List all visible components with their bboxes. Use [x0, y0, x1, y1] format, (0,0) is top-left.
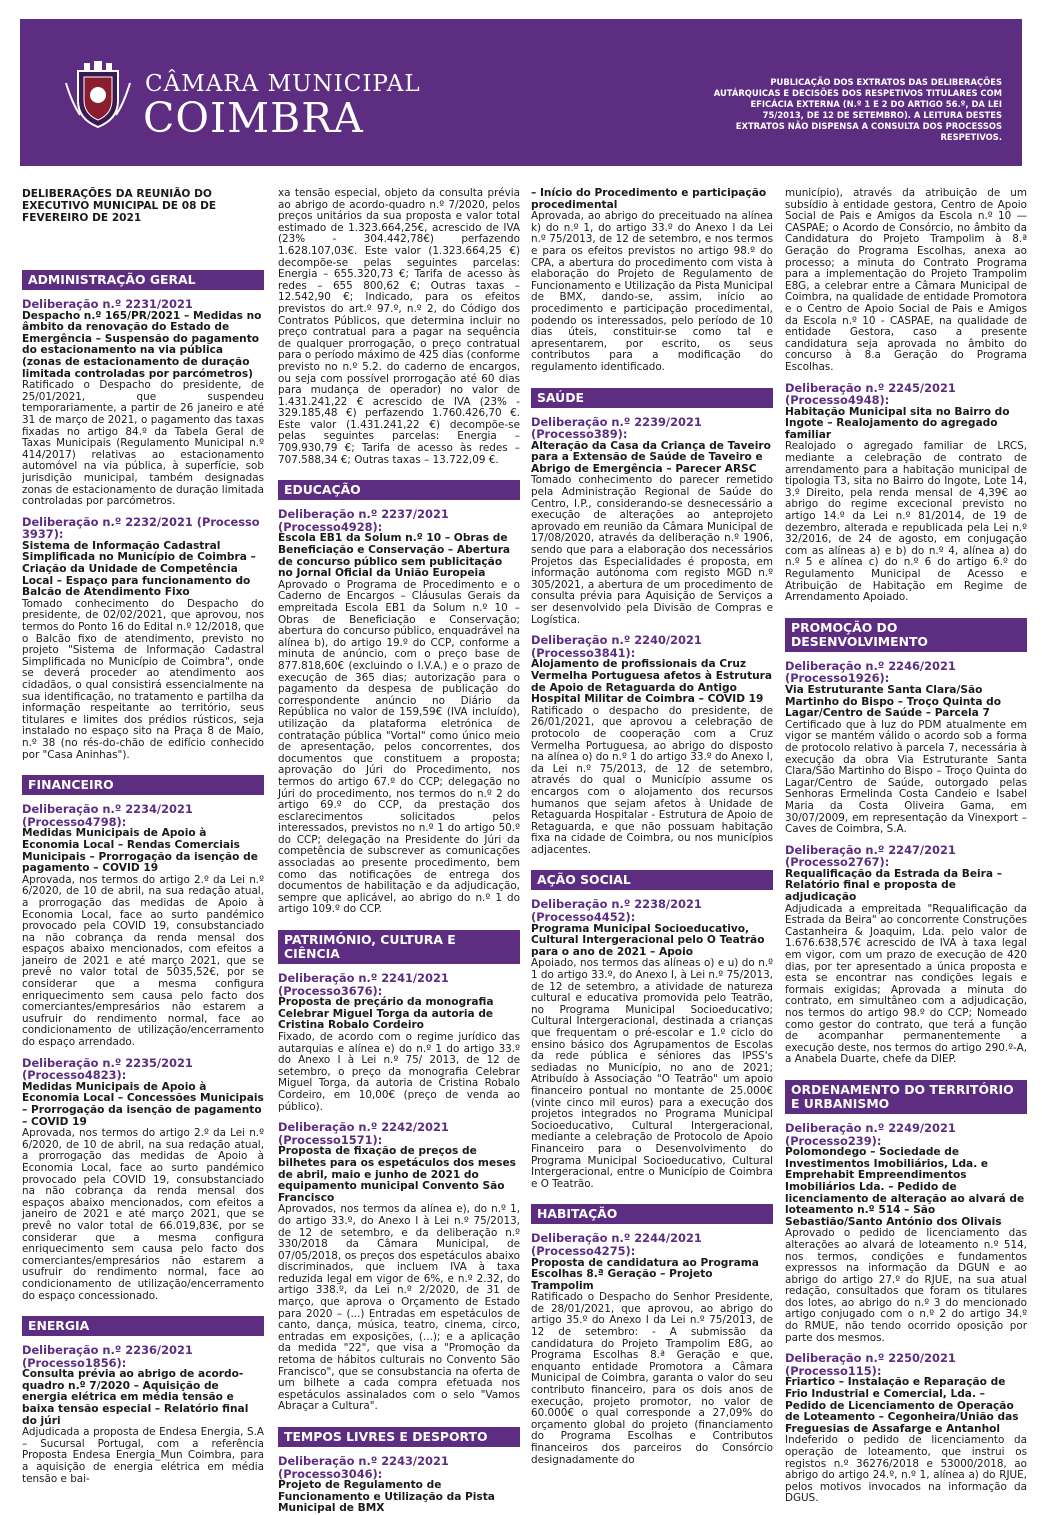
deliberation-title: Deliberação n.º 2238/2021 (Processo4452):	[531, 897, 702, 925]
deliberation-subject: Despacho n.º 165/PR/2021 – Medidas no âmbito da renovação do Estado de Emergência – Suspensão do pagamento do estacionamento na via pública (zonas de estacionamento de duração limitada controladas por parcómetros)	[22, 309, 262, 380]
deliberation-title: Deliberação n.º 2244/2021 (Processo4275):	[531, 1231, 702, 1258]
deliberation-body: Aprovada, ao abrigo do preceituado na alínea k) do n.º 1, do artigo 33.º do Anexo I da Lei n.º 75/2013, de 12 de setembro, e nos termos e para os efeitos previstos no artigo 98.º do CPA, a abertura do procedimento com vista à elaboração do Projeto de Regulamento de Funcionamento e Utilização da Pista Municipal de BMX, dando-se, assim, início ao procedimento e participação procedimental, podendo os interessados, pelo período de 10 dias úteis, constituir-se como tal e apresentarem, por escrito, os seus contributos para a modificação do regulamento identificado.	[531, 210, 773, 373]
deliberation-subject: Alojamento de profissionais da Cruz Vermelha Portuguesa afetos à Estrutura de Apoio de Retaguarda do Antigo Hospital Militar de Coimbra – COVID 19	[531, 658, 773, 706]
deliberation-subject: Habitação Municipal sita no Bairro do Ingote – Realojamento do agregado familiar	[785, 405, 1010, 441]
section-heading: ENERGIA	[22, 1316, 264, 1336]
deliberation-subject: Consulta prévia ao abrigo de acordo-quadro n.º 7/2020 – Aquisição de energia elétrica em média tensão e baixa tensão especial – Relatório final do júri	[22, 1368, 249, 1427]
deliberation-title: Deliberação n.º 2235/2021 (Processo4823):	[22, 1055, 193, 1083]
deliberation-title: Deliberação n.º 2250/2021 (Processo115):	[785, 1351, 956, 1378]
deliberation-title: Deliberação n.º 2243/2021 (Processo3046):	[278, 1454, 449, 1481]
deliberation-subject: – Início do Procedimento e participação procedimental	[531, 187, 767, 211]
section-heading: TEMPOS LIVRES E DESPORTO	[278, 1427, 520, 1447]
deliberation-title: Deliberação n.º 2242/2021 (Processo1571):	[278, 1120, 449, 1147]
deliberation-body: Adjudicada a proposta de Endesa Energia, S.A – Sucursal Portugal, com a referência Proposta Endesa Energia_Mun Coimbra, para a aquisição de energia elétrica em média tensão e bai-	[22, 1426, 264, 1485]
deliberation-subject: Via Estruturante Santa Clara/São Martinho do Bispo – Troço Quinta do Lagar/Centro de Saúde – Parcela 7	[785, 683, 1002, 720]
deliberation-title: Deliberação n.º 2232/2021 (Processo 3937):	[22, 514, 260, 542]
section-heading: FINANCEIRO	[22, 775, 264, 795]
deliberation-title: Deliberação n.º 2240/2021 (Processo3841):	[531, 633, 702, 660]
deliberation-subject: Programa Municipal Socioeducativo, Cultural Intergeracional pelo O Teatrão para o ano de 2021 – Apoio	[531, 922, 765, 958]
deliberation-body: Aprovada, nos termos do artigo 2.º da Lei n.º 6/2020, de 10 de abril, na sua redação atual, a prorrogação das medidas de Apoio à Economia Local, face ao surto pandémico provocado pela COVID 19, consubstanciado na não cobrança da renda mensal dos espaços abaixo mencionados, com efeitos a janeiro de 2021 e até março 2021, que se prevê no valor total de 5035,52€, por se considerar que a mesma configura enriquecimento sem causa pelo facto dos comerciantes/empresários não estarem a usufruir do rendimento normal, face ao condicionamento de utilização/encerramento do espaço arrendado.	[22, 873, 264, 1049]
page-header	[20, 19, 1022, 166]
deliberation-title: Deliberação n.º 2237/2021 (Processo4928):	[278, 507, 449, 534]
deliberation-body: Adjudicada a empreitada "Requalificação da Estrada da Beira" ao concorrente Construções Castanheira & Joaquim, Lda. pelo valor de 1.676.638,57€ acrescido de IVA à taxa legal em vigor, com um prazo de execução de 420 dias, por ter apresentado a única proposta e esta se encontrar nas condições legais e formais exigidas; Aprovada a minuta do contrato, em simultâneo com a adjudicação, nos termos do artigo 98.º do CCP; Nomeado como gestor do contrato, que terá a função de acompanhar permanentemente a execução deste, nos termos do artigo 290.º-A, a Anabela Duarte, chefe da DIEP.	[785, 902, 1027, 1066]
deliberation-subject: Escola EB1 da Solum n.º 10 – Obras de Beneficiação e Conservação – Abertura de concurso público sem publicitação no Jornal Oficial da União Europeia	[278, 532, 511, 580]
deliberation-body: Ratificado o Despacho do presidente, de 25/01/2021, que suspendeu temporariamente, a partir de 26 janeiro e até 31 de março de 2021, o pagamento das taxas fixadas no artigo 84.º da Tabela Geral de Taxas Municipais (Regulamento Municipal n.º 414/2017) relativas ao estacionamento automóvel na via pública, à superfície, sob jurisdição municipal, também designadas zonas de estacionamento de duração limitada controladas por parcómetros.	[22, 379, 264, 508]
deliberation-subject: Polomondego – Sociedade de Investimentos Imobiliários, Lda. e Emprehabit Empreendimentos Imobiliários Lda. – Pedido de licenciamento de alteração ao alvará de loteamento n.º 514 – São Sebastião/Santo António dos Olivais	[785, 1146, 1025, 1228]
deliberation-body: Ratificado o despacho do presidente, de 26/01/2021, que aprovou a celebração de protocolo de cooperação com a Cruz Vermelha Portuguesa, ao abrigo do disposto na alínea o) do n.º 1 do artigo 33.º do Anexo I, da Lei n.º 75/2013, de 12 de setembro, através do qual o Município assume os encargos com o alojamento dos recursos humanos que sejam afetos à Unidade de Retaguarda Hospitalar - Estrutura de Apoio de Retaguarda, e que não possuam habitação fixa na cidade de Coimbra, ou nos municípios adjacentes.	[531, 704, 773, 856]
meeting-title: DELIBERAÇÕES DA REUNIÃO DO EXECUTIVO MUNICIPAL DE 08 DE FEVEREIRO DE 2021	[22, 188, 217, 224]
deliberation-body: Apoiado, nos termos das alíneas o) e u) do n.º 1 do artigo 33.º, do Anexo I, à Lei n.º 75/2013, de 12 de setembro, a atividade de natureza cultural e educativa promovida pelo Teatrão, no Programa Municipal Socioeducativo; Cultural Intergeracional, destinada a crianças que frequentam o pré-escolar e 1.º ciclo do ensino básico dos Agrupamentos de Escolas da rede pública e séniores das IPSS's sediadas no Município, no ano de 2021; Atribuído à Associação "O Teatrão" um apoio financeiro pontual no montante de 25.000€ (vinte cinco mil euros) para a execução dos projetos integrados no Programa Municipal Socioeducativo, Cultural Intergeracional, mediante a celebração de Protocolo de Apoio Financeiro para o Desenvolvimento do Programa Municipal Socioeducativo, Cultural Intergeracional, entre o Município de Coimbra e O Teatrão.	[531, 957, 773, 1190]
deliberation-body: Ratificado o Despacho do Senhor Presidente, de 28/01/2021, que aprovou, ao abrigo do artigo 35.º do Anexo I da Lei n.º 75/2013, de 12 de setembro: - A submissão da candidatura do Projeto Trampolim E8G, ao Programa Escolhas 8.ª Geração e que, enquanto entidade Promotora a Câmara Municipal de Coimbra, garanta o valor do seu contributo financeiro, para os dois anos de execução, projeto promotor, no valor de 60.000€ o qual corresponde a 27,09% do orçamento global do projeto (financiamento do Programa Escolhas e Contributos financeiros dos parceiros do Consórcio designadamente do	[531, 1291, 773, 1466]
deliberation-title: Deliberação n.º 2239/2021 (Processo389):	[531, 414, 702, 442]
brand-main: COIMBRA	[143, 94, 364, 142]
deliberation-subject: Alteração da Casa da Criança de Taveiro para a Extensão de Saúde de Taveiro e Abrigo de Emergência – Parecer ARSC	[531, 439, 771, 475]
deliberation-body: Tomado conhecimento do parecer remetido pela Administração Regional de Saúde do Centro, I.P., considerando-se desnecessário a execução de alterações ao anteprojeto aprovado em reunião da Câmara Municipal de 17/08/2020, através da deliberação n.º 1906, sendo que para a elaboração dos necessários Projetos das Especialidades é proposta, em informação autónoma com registo MGD n.º 305/2021, a abertura de um procedimento de consulta prévia para Aquisição de Serviços a ser desenvolvido pela Divisão de Compras e Logística.	[531, 474, 773, 626]
deliberation-subject: Proposta de candidatura ao Programa Escolhas 8.ª Geração – Projeto Trampolim	[531, 1256, 759, 1292]
deliberation-body: Aprovada, nos termos do artigo 2.º da Lei n.º 6/2020, de 10 de abril, na sua redação atual, a prorrogação das medidas de Apoio à Economia Local, face ao surto pandémico provocado pela COVID 19, consubstanciado na não cobrança da renda mensal dos espaços abaixo mencionados, com efeitos a janeiro de 2021 e até março 2021, que se prevê no valor total de 66.019,83€, por se considerar que a mesma configura enriquecimento sem causa pelo facto dos comerciantes/empresários não estarem a usufruir do rendimento normal, face ao condicionamento de utilização/encerramento do espaço concessionado.	[22, 1127, 264, 1302]
publication-note: PUBLICAÇÃO DOS EXTRATOS DAS DELIBERAÇÕES AUTÁRQUICAS E DECISÕES DOS RESPETIVOS TITULARES COM EFICÁCIA EXTERNA (N.º 1 E 2 DO ARTIGO 56.º, DA LEI 75/2013, DE 12 DE SETEMBRO). A LEITURA DESTES EXTRATOS NÃO DISPENSA A CONSULTA DOS PROCESSOS RESPETIVOS.	[713, 77, 1002, 142]
column-1	[22, 188, 264, 1485]
deliberation-title: Deliberação n.º 2246/2021 (Processo1926):	[785, 658, 956, 686]
section-heading: PATRIMÓNIO, CULTURA E CIÊNCIA	[278, 930, 520, 964]
section-heading: SAÚDE	[531, 388, 773, 408]
deliberation-body: Realojado o agregado familiar de LRCS, mediante a celebração de contrato de arrendamento para a habitação municipal de tipologia T3, sita no Bairro do Ingote, Lote 14, 3.º Direito, pela renda mensal de 4,39€ ao abrigo do regime excecional previsto no artigo 14.º da Lei n.º 81/2014, de 19 de dezembro, alterada e republicada pela Lei n.º 32/2016, de 24 de agosto, em conjugação com as alíneas a) e b) do n.º 4, alínea a) do n.º 5 e alínea c) do n.º 6 do artigo 6.º do Regulamento Municipal de Acesso e Atribuição de Habitação em Regime de Arrendamento Apoiado.	[785, 440, 1027, 604]
deliberation-body: Aprovado o pedido de licenciamento das alterações ao alvará de loteamento n.º 514, nos termos, condições e fundamentos expressos na informação da DGUN e ao abrigo do artigo 27.º do RJUE, na sua atual redação, consultados que foram os titulares dos lotes, ao abrigo do n.º 3 do mencionado artigo conjugado com o n.º 2 do artigo 34.º do RMUE, não tendo ocorrido oposição por parte dos mesmos.	[785, 1227, 1027, 1344]
deliberation-subject: Requalificação da Estrada da Beira – Relatório final e proposta de adjudicação	[785, 867, 1003, 904]
brand-top: CÂMARA MUNICIPAL	[145, 71, 421, 97]
deliberation-title: Deliberação n.º 2241/2021 (Processo3676):	[278, 971, 449, 998]
section-heading: PROMOÇÃO DO DESENVOLVIMENTO	[785, 618, 1027, 652]
deliberation-title: Deliberação n.º 2245/2021 (Processo4948):	[785, 380, 956, 408]
deliberation-body: Certificado que à luz do PDM atualmente em vigor se mantém válido o acordo sob a forma de protocolo relativo à parcela 7, necessária à execução da obra Via Estruturante Santa Clara/São Martinho do Bispo – Troço Quinta do Lagar/Centro de Saúde, outorgado pelas Senhoras Ermelinda Costa Candeio e Isabel Maria da Costa Oliveira Gama, em 30/07/2009, em representação da Vinexport – Caves de Coimbra, S.A.	[785, 718, 1027, 836]
deliberation-subject: Medidas Municipais de Apoio à Economia Local – Rendas Comerciais Municipais – Prorrogação da isenção de pagamento – COVID 19	[22, 827, 258, 875]
deliberation-body: Tomado conhecimento do Despacho do presidente, de 02/02/2021, que aprovou, nos termos do Ponto 16 do Edital n.º 12/2018, que o Balcão fixo de atendimento, previsto no projeto "Sistema de Informação Cadastral Simplificada no Município de Coimbra", onde se deverá proceder ao atendimento aos cidadãos, o qual consistirá essencialmente na sua identificação, no tratamento e partilha da informação respeitante ao território, seus titulares e limites dos prédios rústicos, seja instalado no espaço sito na Praça 8 de Maio, n.º 38 (no rés-do-chão de edifício conhecido por "Casa Aninhas").	[22, 597, 264, 761]
section-heading: ORDENAMENTO DO TERRITÓRIO E URBANISMO	[785, 1080, 1027, 1114]
deliberation-title: Deliberação n.º 2249/2021 (Processo239):	[785, 1120, 956, 1148]
section-heading: EDUCAÇÃO	[278, 480, 520, 500]
deliberation-body: xa tensão especial, objeto da consulta prévia ao abrigo de acordo-quadro n.º 7/2020, pelos preços unitários da sua proposta e valor total estimado de 1.323.664,25€, acrescido de IVA (23% - 304.442,78€) perfazendo 1.628.107,03€. Este valor (1.323.664,25 €) decompõe-se pelas seguintes parcelas: Energia – 655.320,73 €; Tarifa de acesso às redes – 655 800,62 €; Outras taxas – 12.542,90 €; Indicado, para os efeitos previstos do art.º 97.º, n.º 2, do Código dos Contratos Públicos, que determina incluir no preço contratual para a pagar na sequência de qualquer prorrogação, o preço contratual para o período máximo de 425 dias (conforme previsto no n.º 5.2. do caderno de encargos, ou seja com possível prorrogação até 60 dias para mudança de operador) no valor de 1.431.241,22 € acrescido de IVA (23% - 329.185,48 €) perfazendo 1.760.426,70 €. Este valor (1.431.241,22 €) decompõe-se pelas seguintes parcelas: Energia –709.930,79 €; Tarifa de acesso às redes – 707.588,34 €; Outras taxas – 13.722,09 €.	[278, 187, 520, 466]
section-heading: ADMINISTRAÇÃO GERAL	[22, 270, 264, 290]
deliberation-body: Aprovado o Programa de Procedimento e o Caderno de Encargos – Cláusulas Gerais da empreitada Escola EB1 da Solum n.º 10 – Obras de Beneficiação e Conservação; abertura do concurso público, enquadrável na alínea b), do artigo 19.º do CCP, conforme a minuta de anúncio, com o preço base de 877.818,60€ (excluindo o I.V.A.) e o prazo de execução de 365 dias; autorização para o pagamento da despesa de publicação do correspondente anúncio no Diário da República no valor de 159,59€ (IVA incluído), utilização da plataforma eletrónica de contratação pública "Vortal" como único meio de apresentação, pelos concorrentes, dos documentos que constituem a proposta; aprovação do Júri do Procedimento, nos termos do artigo 67.º do CCP; delegação no Júri do procedimento, nos termos do n.º 2 do artigo 69.º do CCP, da prestação dos esclarecimentos solicitados pelos interessados, previstos no n.º 1 do artigo 50.º do CCP; delegação na Presidente do Júri da competência de subscrever as comunicações associadas ao presente procedimento, bem como das notificações de entrega dos documentos de habilitação e da adjudicação, sempre que aplicável, ao abrigo do n.º 1 do artigo 109.º do CCP.	[278, 578, 520, 916]
deliberation-body: Fixado, de acordo com o regime jurídico das autarquias e alínea e) do n.º 1 do artigo 33.º do Anexo I à Lei n.º 75/ 2013, de 12 de setembro, o preço da monografia Celebrar Miguel Torga, da autoria de Cristina Robalo Cordeiro, em 10,00€ (preço de venda ao público).	[278, 1031, 520, 1113]
column-2	[278, 188, 520, 1515]
deliberation-subject: Projeto de Regulamento de Funcionamento e Utilização da Pista Municipal de BMX	[278, 1479, 495, 1515]
deliberation-body: Aprovados, nos termos da alínea e), do n.º 1, do artigo 33.º, do Anexo I à Lei n.º 75/2013, de 12 de setembro, e da deliberação n.º 330/2018 da Câmara Municipal, de 07/05/2018, os preços dos espetáculos abaixo discriminados, que incluem IVA à taxa reduzida legal em vigor de 6%, e n.º 2.32, do artigo 338.º, da Lei n.º 2/2020, de 31 de março, que aprova o Orçamento de Estado para 2020 – (...) Entradas em espetáculos de canto, dança, música, teatro, cinema, circo, entradas em exposições, (...); e a aplicação da medida "22", que visa a "Promoção da retoma de hábitos culturais no Convento São Francisco", que se consubstancia na oferta de um bilhete a cada compra efetuada nos espetáculos assinalados com o selo "Vamos Abraçar a Cultura".	[278, 1203, 520, 1413]
deliberation-title: Deliberação n.º 2234/2021 (Processo4798):	[22, 802, 193, 829]
deliberation-subject: Friartico – Instalação e Reparação de Frio Industrial e Comercial, Lda. – Pedido de Licenciamento de Operação de Loteamento – Cegonheira/União das Freguesias de Assafarge e Antanhol	[785, 1376, 1019, 1435]
section-heading: AÇÃO SOCIAL	[531, 870, 773, 890]
deliberation-subject: Medidas Municipais de Apoio à Economia Local – Concessões Municipais – Prorrogação da isenção de pagamento – COVID 19	[22, 1080, 264, 1128]
deliberation-subject: Sistema de Informação Cadastral Simplificada no Município de Coimbra – Criação da Unidade de Competência Local – Espaço para funcionamento do Balcão de Atendimento Fixo	[22, 539, 256, 599]
section-heading: HABITAÇÃO	[531, 1204, 773, 1224]
deliberation-title: Deliberação n.º 2236/2021 (Processo1856):	[22, 1343, 193, 1370]
deliberation-body: Indeferido o pedido de licenciamento da operação de loteamento, que instrui os registos n.º 36276/2018 e 53000/2018, ao abrigo do artigo 24.º, n.º 1, alínea a) do RJUE, pelos motivos invocados na informação da DGUS.	[785, 1434, 1027, 1505]
deliberation-subject: Proposta de preçário da monografia Celebrar Miguel Torga da autoria de Cristina Robalo Cordeiro	[278, 996, 494, 1032]
coat-of-arms-icon	[58, 53, 138, 133]
deliberation-title: Deliberação n.º 2247/2021 (Processo2767):	[785, 842, 956, 870]
deliberation-title: Deliberação n.º 2231/2021	[22, 297, 193, 311]
column-4	[785, 188, 1027, 1505]
deliberation-body: município), através da atribuição de um subsídio à entidade gestora, Centro de Apoio Social de Pais e Amigos da Escola n.º 10 — CASPAE; o Acordo de Consórcio, no âmbito da Candidatura do Projeto Trampolim à 8.ª Geração do Programa Escolhas, anexa ao processo; a minuta do Contrato Programa para a implementação do Projeto Trampolim E8G, a celebrar entre a Câmara Municipal de Coimbra, na qualidade de entidade Promotora e o Centro de Apoio Social de Pais e Amigos da Escola n.º 10 - CASPAE, na qualidade de entidade Gestora, caso a presente candidatura seja aprovada no âmbito do concurso à 8.a Geração do Programa Escolhas.	[785, 187, 1027, 373]
deliberation-subject: Proposta de fixação de preços de bilhetes para os espetáculos dos meses de abril, maio e junho de 2021 do equipamento municipal Convento São Francisco	[278, 1145, 516, 1204]
column-3	[531, 188, 773, 1466]
